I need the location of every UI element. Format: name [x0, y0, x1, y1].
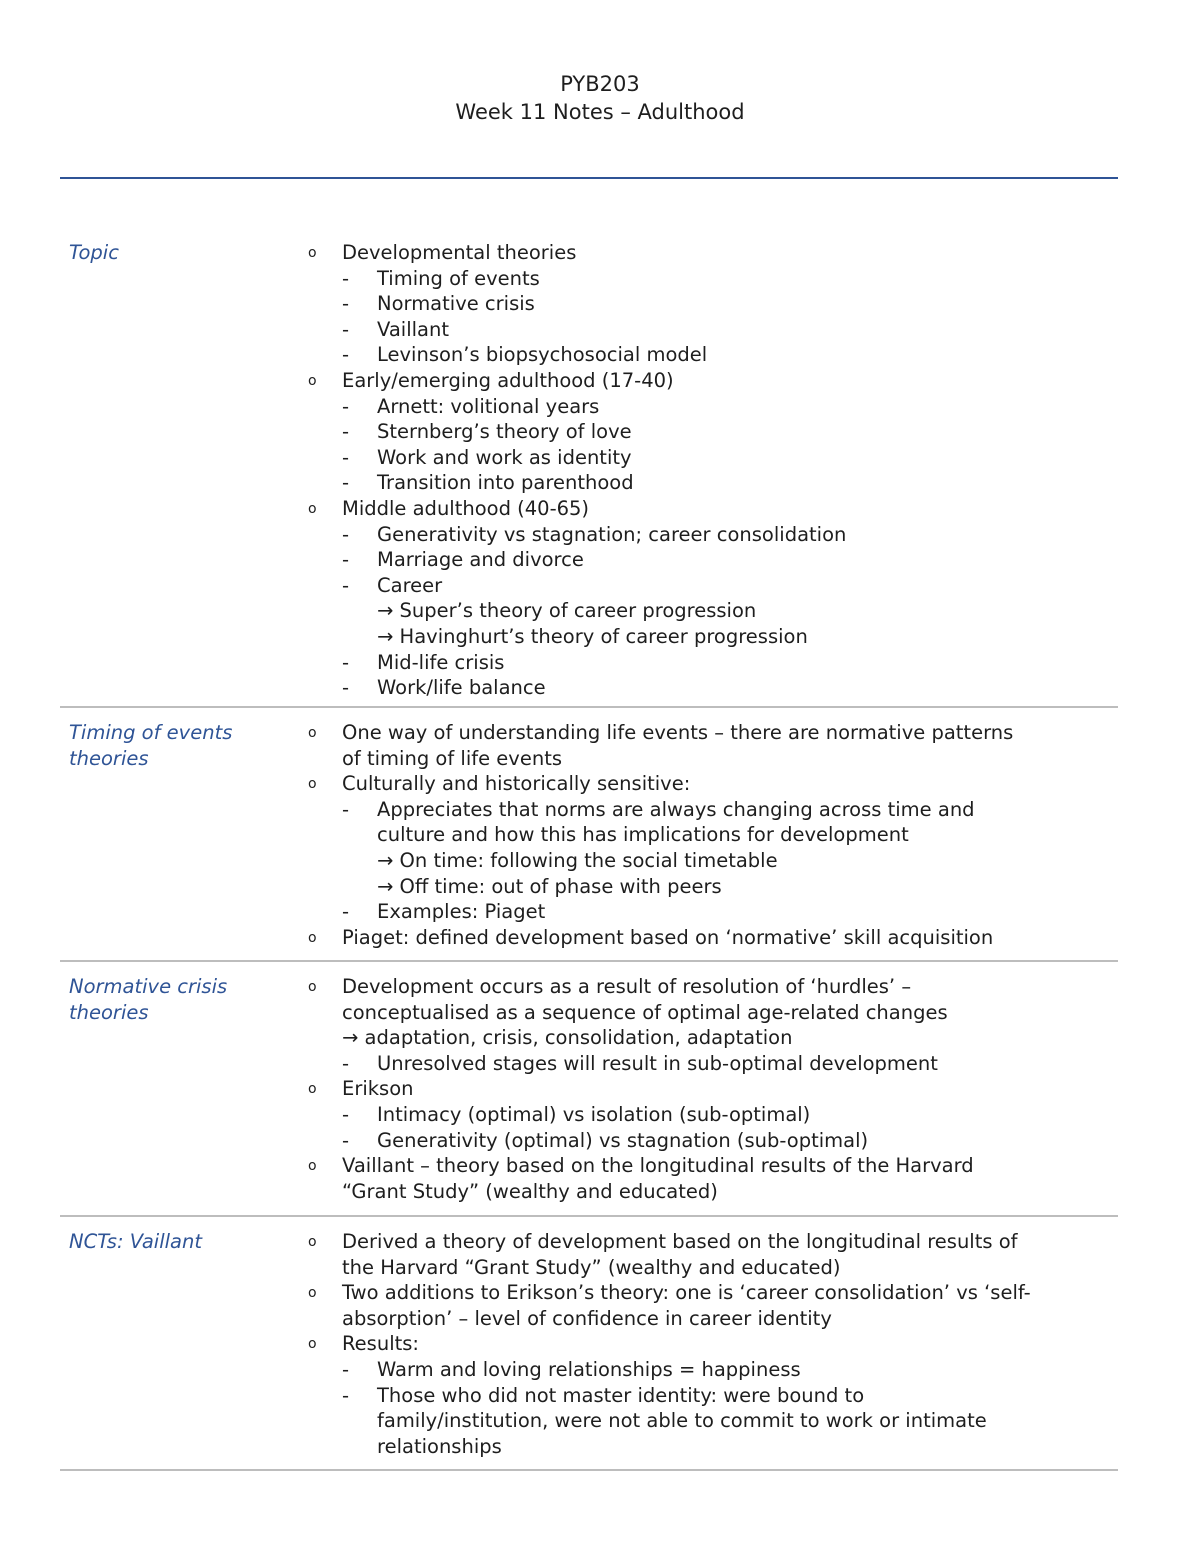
dash-marker: - [342, 522, 350, 546]
item-text: Intimacy (optimal) vs isolation (sub-optimal) [377, 1102, 811, 1126]
item-text: Culturally and historically sensitive: [342, 772, 691, 796]
dash-marker: - [342, 1128, 350, 1152]
item-text: the Harvard “Grant Study” (wealthy and educated) [342, 1255, 841, 1279]
item-text: Examples: Piaget [377, 900, 546, 924]
bullet-item [300, 1331, 1100, 1357]
dash-marker: - [342, 471, 350, 495]
bullet-item [300, 974, 1100, 1000]
item-text: Timing of events [377, 266, 540, 290]
bullet-marker: o [308, 1158, 317, 1175]
row-divider [60, 960, 1118, 962]
item-text: Sternberg’s theory of love [377, 420, 632, 444]
arrow-icon: → [377, 624, 394, 648]
row-divider [60, 706, 1118, 708]
item-text: culture and how this has implications for development [377, 823, 909, 847]
item-text: One way of understanding life events – there are normative patterns [342, 721, 1014, 744]
item-text: Erikson [342, 1077, 414, 1101]
sub-bullet-item [300, 266, 1100, 292]
sub-bullet-item [300, 419, 1100, 445]
bullet-item [300, 496, 1100, 522]
item-text: Vaillant [377, 317, 449, 341]
document-title: Week 11 Notes – Adulthood [455, 100, 745, 124]
bullet-item [300, 1280, 1100, 1306]
item-text: conceptualised as a sequence of optimal age-related changes [342, 1000, 948, 1024]
item-text: Two additions to Erikson’s theory: one is ‘career consolidation’ vs ‘self- [342, 1281, 1031, 1305]
row-topic-label: Normative crisis theories [69, 975, 228, 1024]
row-content [300, 974, 1100, 1204]
item-text: Piaget: defined development based on ‘normative’ skill acquisition [342, 925, 994, 949]
bullet-item [300, 771, 1100, 797]
bullet-marker: o [308, 979, 317, 995]
arrow-item [300, 848, 1100, 874]
arrow-item [300, 1025, 1100, 1051]
bullet-item [300, 720, 1100, 746]
sub-bullet-item [300, 394, 1100, 420]
item-text: Results: [342, 1332, 419, 1356]
continuation-line [300, 822, 1100, 848]
item-text: family/institution, were not able to commit to work or intimate [377, 1409, 987, 1433]
bullet-marker: o [308, 1336, 317, 1353]
item-text: Derived a theory of development based on the longitudinal results of [342, 1230, 1018, 1253]
item-text: Development occurs as a result of resolution of ‘hurdles’ – [342, 975, 912, 998]
arrow-icon: → [377, 848, 394, 872]
sub-bullet-item [300, 470, 1100, 496]
sub-bullet-item [300, 1051, 1100, 1077]
dash-marker: - [342, 317, 350, 341]
item-text: adaptation, crisis, consolidation, adaptation [364, 1026, 793, 1050]
bullet-marker: o [308, 245, 317, 261]
row-content [300, 1229, 1100, 1459]
sub-bullet-item [300, 1102, 1100, 1128]
item-text: Developmental theories [342, 241, 577, 264]
continuation-line [300, 1306, 1100, 1332]
sub-bullet-item [300, 675, 1100, 701]
dash-marker: - [342, 573, 350, 597]
row-content [300, 720, 1100, 950]
continuation-line [300, 1255, 1100, 1281]
item-text: Mid-life crisis [377, 650, 505, 674]
item-text: Havinghurt’s theory of career progression [399, 624, 808, 648]
dash-marker: - [342, 266, 350, 290]
sub-bullet-item [300, 573, 1100, 599]
item-text: Work and work as identity [377, 445, 632, 469]
dash-marker: - [342, 420, 350, 444]
bullet-marker: o [308, 725, 317, 741]
item-text: Middle adulthood (40-65) [342, 496, 590, 520]
dash-marker: - [342, 1102, 350, 1126]
dash-marker: - [342, 676, 350, 700]
item-text: Off time: out of phase with peers [399, 874, 722, 898]
dash-marker: - [342, 292, 350, 316]
continuation-line [300, 1000, 1100, 1026]
dash-marker: - [342, 1383, 350, 1407]
arrow-item [300, 624, 1100, 650]
item-text: Work/life balance [377, 676, 546, 700]
sub-bullet-item [300, 899, 1100, 925]
bullet-item [300, 1076, 1100, 1102]
row-content [300, 240, 1100, 701]
item-text: Warm and loving relationships = happiness [377, 1357, 801, 1381]
arrow-icon: → [377, 874, 394, 898]
item-text: of timing of life events [342, 746, 562, 770]
sub-bullet-item [300, 342, 1100, 368]
item-text: Career [377, 573, 443, 597]
bullet-item [300, 240, 1100, 266]
sub-bullet-item [300, 291, 1100, 317]
bullet-marker: o [308, 1081, 317, 1098]
document-header [0, 70, 1200, 126]
item-text: “Grant Study” (wealthy and educated) [342, 1179, 718, 1203]
bullet-item [300, 1153, 1100, 1179]
dash-marker: - [342, 343, 350, 367]
header-divider [60, 177, 1118, 179]
bullet-marker: o [308, 1285, 317, 1302]
arrow-icon: → [377, 599, 394, 623]
continuation-line [300, 1179, 1100, 1205]
item-text: Transition into parenthood [377, 471, 634, 495]
arrow-icon: → [342, 1026, 359, 1050]
item-text: relationships [377, 1434, 502, 1458]
dash-marker: - [342, 1051, 350, 1075]
continuation-line [300, 746, 1100, 772]
bullet-item [300, 1229, 1100, 1255]
dash-marker: - [342, 900, 350, 924]
bullet-marker: o [308, 776, 317, 793]
bullet-item [300, 368, 1100, 394]
arrow-item [300, 874, 1100, 900]
dash-marker: - [342, 445, 350, 469]
row-divider [60, 1215, 1118, 1217]
sub-bullet-item [300, 522, 1100, 548]
item-text: On time: following the social timetable [399, 848, 778, 872]
row-divider [60, 1469, 1118, 1471]
item-text: absorption’ – level of confidence in career identity [342, 1306, 832, 1330]
continuation-line [300, 1434, 1100, 1460]
bullet-item [300, 925, 1100, 951]
item-text: Generativity (optimal) vs stagnation (sub-optimal) [377, 1128, 869, 1152]
item-text: Marriage and divorce [377, 548, 584, 572]
dash-marker: - [342, 650, 350, 674]
item-text: Super’s theory of career progression [399, 599, 757, 623]
item-text: Those who did not master identity: were bound to [377, 1383, 865, 1407]
sub-bullet-item [300, 650, 1100, 676]
bullet-marker: o [308, 500, 317, 517]
bullet-marker: o [308, 929, 317, 946]
sub-bullet-item [300, 1383, 1100, 1409]
row-topic-label: NCTs: Vaillant [69, 1230, 202, 1253]
item-text: Normative crisis [377, 292, 535, 316]
item-text: Generativity vs stagnation; career consolidation [377, 522, 847, 546]
sub-bullet-item [300, 317, 1100, 343]
item-text: Vaillant – theory based on the longitudinal results of the Harvard [342, 1154, 974, 1178]
dash-marker: - [342, 797, 350, 821]
row-topic-label: Timing of events theories [69, 721, 233, 770]
sub-bullet-item [300, 1357, 1100, 1383]
dash-marker: - [342, 1357, 350, 1381]
sub-bullet-item [300, 797, 1100, 823]
arrow-item [300, 598, 1100, 624]
item-text: Arnett: volitional years [377, 394, 600, 418]
bullet-marker: o [308, 1234, 317, 1250]
dash-marker: - [342, 394, 350, 418]
item-text: Early/emerging adulthood (17-40) [342, 368, 674, 392]
bullet-marker: o [308, 372, 317, 389]
sub-bullet-item [300, 445, 1100, 471]
row-topic-label: Topic [69, 241, 119, 264]
course-code: PYB203 [560, 72, 640, 96]
sub-bullet-item [300, 547, 1100, 573]
continuation-line [300, 1408, 1100, 1434]
item-text: Unresolved stages will result in sub-optimal development [377, 1051, 938, 1075]
item-text: Appreciates that norms are always changing across time and [377, 797, 975, 821]
dash-marker: - [342, 548, 350, 572]
item-text: Levinson’s biopsychosocial model [377, 343, 708, 367]
sub-bullet-item [300, 1128, 1100, 1154]
